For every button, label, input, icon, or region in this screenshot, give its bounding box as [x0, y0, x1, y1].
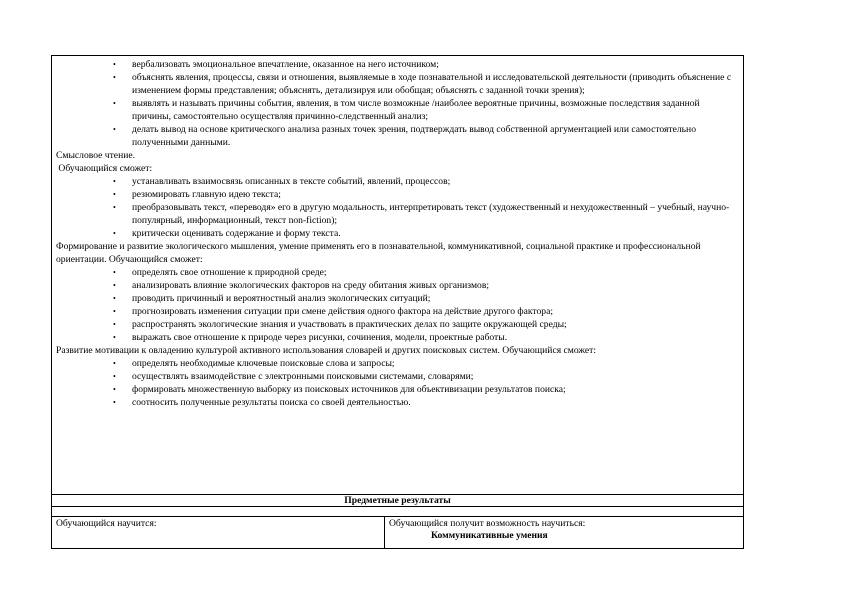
list-item: [113, 188, 739, 201]
table-cell-opportunity: [385, 517, 743, 548]
list-item: [113, 279, 739, 292]
list-item-text: выражать свое отношение к природе через рисунки, сочинения, модели, проектные работы.: [132, 332, 508, 343]
bullet-icon: •: [113, 281, 116, 290]
list-item-text: проводить причинный и вероятностный анализ экологических ситуаций;: [132, 293, 431, 304]
bullet-icon: •: [113, 385, 116, 394]
bullet-icon: •: [113, 190, 116, 199]
list-item: [113, 292, 739, 305]
list-item-text: объяснять явления, процессы, связи и отношения, выявляемые в ходе познавательной и исследовательской деятельности (приводить объяснение с изменением формы представления; объяснять, детализируя или обобщая; объяснять с заданной точки зрения);: [132, 72, 732, 96]
list-item: [113, 175, 739, 188]
list-item-text: резюмировать главную идею текста;: [132, 189, 281, 200]
table-cell-will-learn: [52, 517, 385, 548]
list-item-text: определять свое отношение к природной среде;: [132, 267, 327, 278]
list-item-text: вербализовать эмоциональное впечатление, оказанное на него источником;: [132, 59, 439, 70]
communicative-skills-heading: Коммуникативные умения: [431, 530, 548, 541]
section-intro-reading: Обучающийся сможет:: [56, 163, 153, 174]
list-item: [113, 123, 739, 149]
bullet-icon: •: [113, 73, 116, 82]
list-item-text: соотносить полученные результаты поиска со своей деятельностью.: [132, 397, 411, 408]
list-item-text: формировать множественную выборку из поисковых источников для объективизации результатов поиска;: [132, 384, 566, 395]
list-item: [113, 58, 739, 71]
section-intro-search: Развитие мотивации к овладению культурой активного использования словарей и других поисковых систем. Обучающийся сможет:: [56, 345, 597, 356]
list-item-text: критически оценивать содержание и форму текста.: [132, 228, 341, 239]
bullet-icon: •: [113, 307, 116, 316]
list-item-text: прогнозировать изменения ситуации при смене действия одного фактора на действие другого фактора;: [132, 306, 554, 317]
will-learn-label: Обучающийся научится:: [56, 518, 157, 529]
list-item-text: распространять экологические знания и участвовать в практических делах по защите окружающей среды;: [132, 319, 567, 330]
list-item: [113, 396, 739, 409]
bullet-icon: •: [113, 372, 116, 381]
list-item-text: выявлять и называть причины события, явления, в том числе возможные /наиболее вероятные причины, возможные последствия заданной причины, самостоятельно осуществляя причинно-следственный анализ;: [132, 98, 700, 122]
bullet-list-4: [56, 357, 739, 409]
section-title-reading: Смысловое чтение.: [56, 150, 135, 161]
list-item-text: преобразовывать текст, «переводя» его в другую модальность, интерпретировать текст (художественный и нехудожественный – учебный, научно-популярный, информационный, текст non-fiction);: [132, 202, 730, 226]
opportunity-label: Обучающийся получит возможность научиться:: [389, 518, 586, 529]
list-item: [113, 357, 739, 370]
list-item-text: делать вывод на основе критического анализа разных точек зрения, подтверждать вывод собственной аргументацией или самостоятельно полученными данными.: [132, 124, 696, 148]
bullet-list-2: [56, 175, 739, 240]
list-item: [113, 331, 739, 344]
list-item: [113, 318, 739, 331]
table-empty-row: [52, 507, 743, 517]
bullet-list-3: [56, 266, 739, 344]
list-item-text: анализировать влияние экологических факторов на среду обитания живых организмов;: [132, 280, 490, 291]
list-item: [113, 71, 739, 97]
bullet-list-1: [56, 58, 739, 149]
bullet-icon: •: [113, 99, 116, 108]
list-item: [113, 305, 739, 318]
list-item-text: определять необходимые ключевые поисковые слова и запросы;: [132, 358, 395, 369]
list-item-text: осуществлять взаимодействие с электронными поисковыми системами, словарями;: [132, 371, 474, 382]
bullet-icon: •: [113, 268, 116, 277]
list-item: [113, 266, 739, 279]
section-intro-ecology: Формирование и развитие экологического мышления, умение применять его в познавательной, коммуникативной, социальной практике и профессиональной ориентации. Обучающийся сможет:: [56, 241, 701, 265]
list-item: [113, 201, 739, 227]
list-item: [113, 370, 739, 383]
content-cell: [52, 56, 743, 495]
bullet-icon: •: [113, 398, 116, 407]
bullet-icon: •: [113, 333, 116, 342]
bullet-icon: •: [113, 229, 116, 238]
list-item: [113, 97, 739, 123]
bullet-icon: •: [113, 320, 116, 329]
document-frame: [51, 55, 744, 549]
bullet-icon: •: [113, 125, 116, 134]
bullet-icon: •: [113, 177, 116, 186]
bullet-icon: •: [113, 294, 116, 303]
bullet-icon: •: [113, 359, 116, 368]
bullet-icon: •: [113, 203, 116, 212]
table-header-subject-results: Предметные результаты: [52, 495, 743, 507]
list-item: [113, 383, 739, 396]
bullet-icon: •: [113, 60, 116, 69]
list-item: [113, 227, 739, 240]
list-item-text: устанавливать взаимосвязь описанных в тексте событий, явлений, процессов;: [132, 176, 451, 187]
